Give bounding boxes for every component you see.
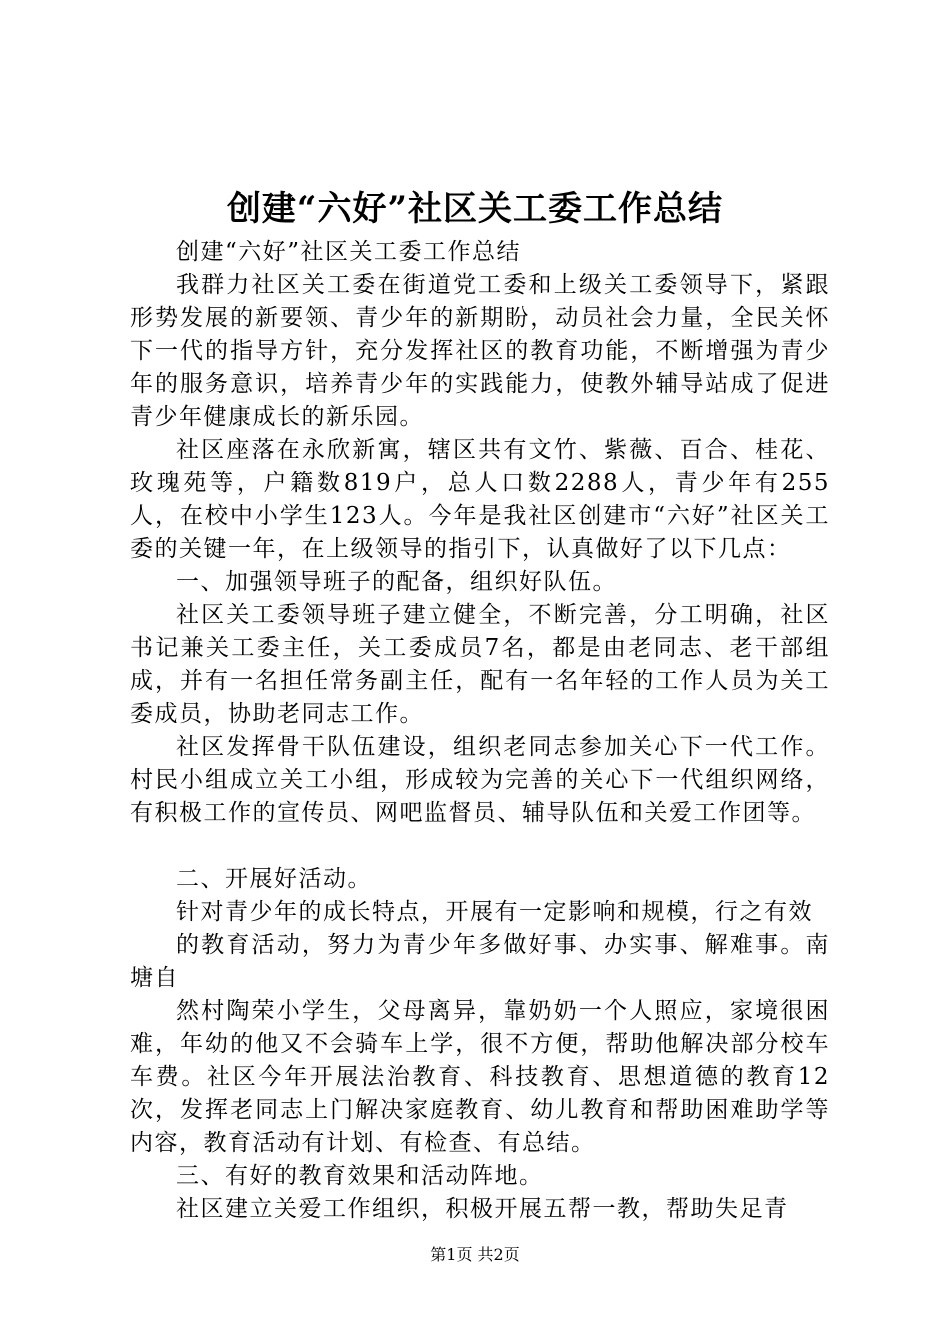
paragraph-activities-b: 的教育活动，努力为青少年多做好事、办实事、解难事。南塘自 [130,932,830,991]
document-body [130,236,830,1226]
paragraph-intro: 我群力社区关工委在街道党工委和上级关工委领导下，紧跟形势发展的新要领、青少年的新期盼，动员社会力量，全民关怀下一代的指导方针，充分发挥社区的教育功能，不断增强为青少年的服务意识，培养青少年的实践能力，使教外辅导站成了促进青少年健康成长的新乐园。 [130,272,830,430]
document-title: 创建“六好”社区关工委工作总结 [226,189,724,229]
paragraph-subtitle: 创建“六好”社区关工委工作总结 [176,239,522,265]
page-footer: 第1页 共2页 [430,1245,520,1264]
paragraph-community-overview: 社区座落在永欣新寓，辖区共有文竹、紫薇、百合、桂花、玫瑰苑等，户籍数819户，总人口数2288人，青少年有255人，在校中小学生123人。今年是我社区创建市“六好”社区关工委的关键一年，在上级领导的指引下，认真做好了以下几点： [130,437,830,562]
paragraph-activities-a: 针对青少年的成长特点，开展有一定影响和规模，行之有效 [176,899,813,925]
section-heading-2: 二、开展好活动。 [176,866,372,892]
paragraph-leadership: 社区关工委领导班子建立健全，不断完善，分工明确，社区书记兼关工委主任，关工委成员7名，都是由老同志、老干部组成，并有一名担任常务副主任，配有一名年轻的工作人员为关工委成员，协助老同志工作。 [130,602,830,727]
blank-line [130,830,830,863]
section-heading-1: 一、加强领导班子的配备，组织好队伍。 [176,569,617,595]
paragraph-activities-c: 然村陶荣小学生，父母离异，靠奶奶一个人照应，家境很困难，年幼的他又不会骑车上学，很不方便，帮助他解决部分校车车费。社区今年开展法治教育、科技教育、思想道德的教育12次，发挥老同志上门解决家庭教育、幼儿教育和帮助困难助学等内容，教育活动有计划、有检查、有总结。 [130,998,830,1156]
section-heading-3: 三、有好的教育效果和活动阵地。 [176,1163,544,1189]
paragraph-care-work: 社区建立关爱工作组织，积极开展五帮一教，帮助失足青 [176,1196,789,1222]
paragraph-team-building: 社区发挥骨干队伍建设，组织老同志参加关心下一代工作。村民小组成立关工小组，形成较为完善的关心下一代组织网络，有积极工作的宣传员、网吧监督员、辅导队伍和关爱工作团等。 [130,734,830,826]
